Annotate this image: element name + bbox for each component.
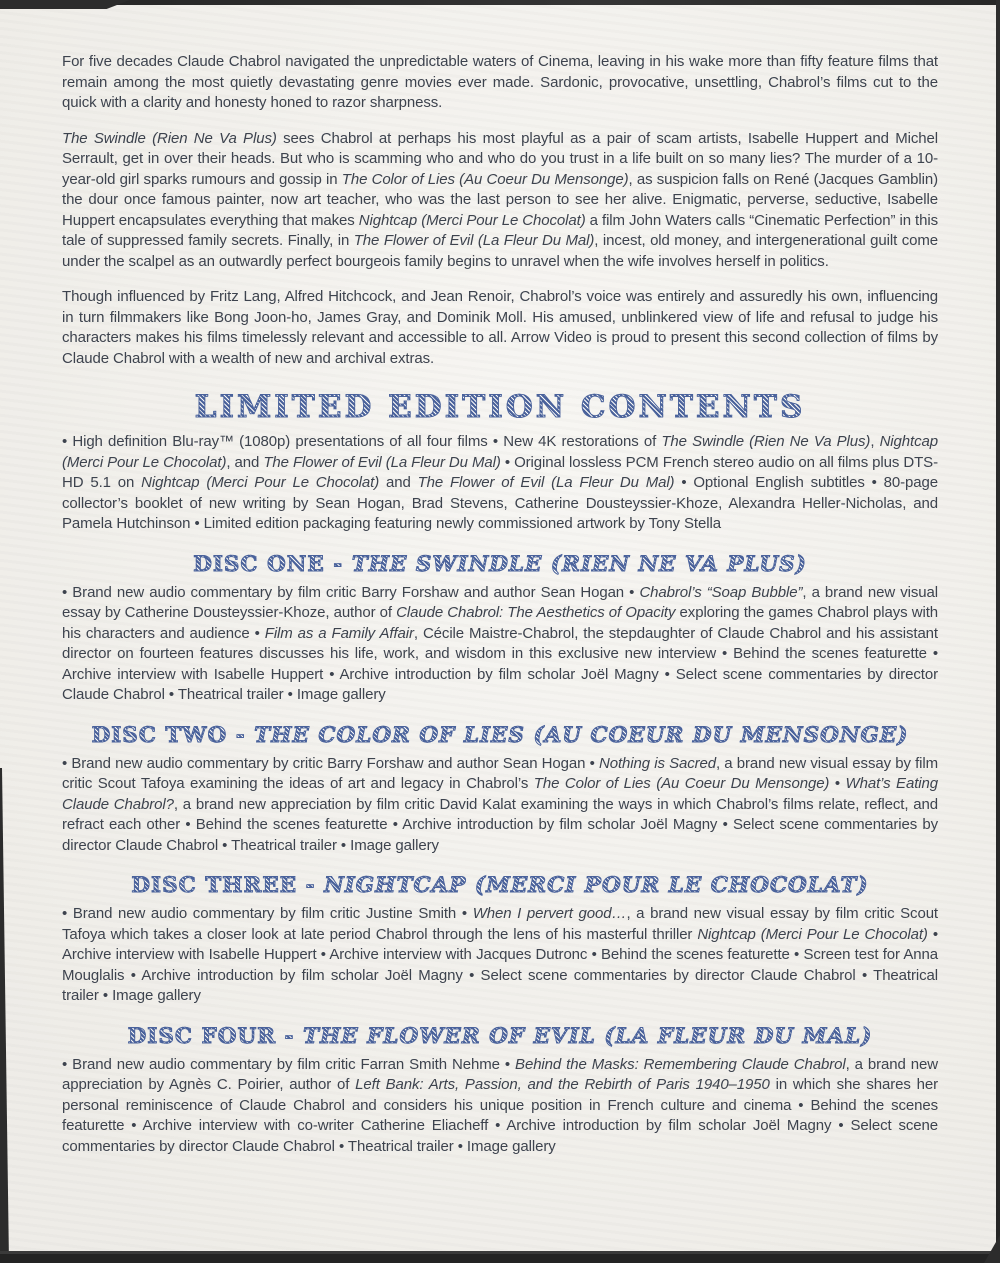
intro-paragraph-films: The Swindle (Rien Ne Va Plus) sees Chabrol at perhaps his most playful as a pair of scam artists, Isabelle Huppert and Michel Serrault, get in over their heads. But who is scamming who and who do you trust in a life built on so many lies? The murder of a 10-year-old girl sparks rumours and gossip in The Color of Lies (Au Coeur Du Mensonge), as suspicion falls on René (Jacques Gamblin) the dour once famous painter, now art teacher, who was the last person to see her alive. Enigmatic, perverse, seductive, Isabelle Huppert encapsulates everything that makes Nightcap (Merci Pour Le Chocolat) a film John Waters calls “Cinematic Perfection” in this tale of suppressed family secrets. Finally, in The Flower of Evil (La Fleur Du Mal), incest, old money, and intergenerational guilt come under the scalpel as an outwardly perfect bourgeois family begins to unravel when the wife involves herself in politics. — [62, 129, 938, 270]
disc-three-heading-title: NIGHTCAP (MERCI POUR LE CHOCOLAT) — [324, 873, 869, 898]
disc-four-contents-list: • Brand new audio commentary by film critic Farran Smith Nehme • Behind the Masks: Remembering Claude Chabrol, a brand new appreciation by Agnès C. Poirier, author of Left Bank: Arts, Passion, and the Rebirth of Paris 1940–1950 in which she shares her personal reminiscence of Claude Chabrol and considers his unique position in French culture and cinema • Behind the scenes featurette • Archive interview with co-writer Catherine Eliacheff • Archive introduction by film scholar Joël Magny • Select scene commentaries by director Claude Chabrol • Theatrical trailer • Image gallery — [62, 1055, 939, 1155]
disc-one-heading-title: THE SWINDLE (RIEN NE VA PLUS) — [351, 551, 807, 577]
disc-four-heading-title: THE FLOWER OF EVIL (LA FLEUR DU MAL) — [302, 1023, 873, 1049]
disc-three-heading — [62, 873, 938, 898]
disc-three-heading-prefix: DISC THREE - — [131, 873, 325, 898]
disc-one-heading — [62, 552, 938, 577]
intro-paragraph-overview: For five decades Claude Chabrol navigated the unpredictable waters of Cinema, leaving in his wake more than fifty feature films that remain among the most quietly devastating genre movies ever made. Sardonic, provocative, unsettling, Chabrol’s films cut to the quick with a clarity and honesty honed to razor sharpness. — [62, 53, 938, 111]
scan-artifact-bottom-edge — [0, 1251, 1000, 1263]
disc-one-contents-list: • Brand new audio commentary by film critic Barry Forshaw and author Sean Hogan • Chabrol’s “Soap Bubble”, a brand new visual essay by Catherine Dousteyssier-Khoze, author of Claude Chabrol: The Aesthetics of Opacity exploring the games Chabrol plays with his characters and audience • Film as a Family Affair, Cécile Maistre-Chabrol, the stepdaughter of Claude Chabrol and his assistant director on fourteen features discusses his life, work, and wisdom in this exclusive new interview • Behind the scenes featurette • Archive interview with Isabelle Huppert • Archive introduction by film scholar Joël Magny • Select scene commentaries by director Claude Chabrol • Theatrical trailer • Image gallery — [62, 583, 939, 703]
scan-artifact-right-edge — [996, 0, 1000, 1263]
disc-two-contents-list: • Brand new audio commentary by critic Barry Forshaw and author Sean Hogan • Nothing is Sacred, a brand new visual essay by film critic Scout Tafoya examining the ideas of art and legacy in Chabrol’s The Color of Lies (Au Coeur Du Mensonge) • What’s Eating Claude Chabrol?, a brand new appreciation by film critic David Kalat examining the ways in which Chabrol’s films relate, reflect, and refract each other • Behind the scenes featurette • Archive introduction by film scholar Joël Magny • Select scene commentaries by director Claude Chabrol • Theatrical trailer • Image gallery — [62, 754, 939, 854]
disc-two-heading-title: THE COLOR OF LIES (AU COEUR DU MENSONGE) — [254, 722, 909, 748]
scan-artifact-top-edge — [0, 0, 1000, 5]
disc-three-contents-list: • Brand new audio commentary by film critic Justine Smith • When I pervert good…, a brand new visual essay by film critic Scout Tafoya which takes a closer look at late period Chabrol through the lens of his masterful thriller Nightcap (Merci Pour Le Chocolat) • Archive interview with Isabelle Huppert • Archive interview with Jacques Dutronc • Behind the scenes featurette • Screen test for Anna Mouglalis • Archive introduction by film scholar Joël Magny • Select scene commentaries by director Claude Chabrol • Theatrical trailer • Image gallery — [62, 905, 939, 1004]
disc-four-heading-prefix: DISC FOUR - — [127, 1023, 303, 1049]
limited-edition-contents-list: • High definition Blu-ray™ (1080p) presentations of all four films • New 4K restorations of The Swindle (Rien Ne Va Plus), Nightcap (Merci Pour Le Chocolat), and The Flower of Evil (La Fleur Du Mal) • Original lossless PCM French stereo audio on all films plus DTS-HD 5.1 on Nightcap (Merci Pour Le Chocolat) and The Flower of Evil (La Fleur Du Mal) • Optional English subtitles • 80-page collector’s booklet of new writing by Sean Hogan, Brad Stevens, Catherine Dousteyssier-Khoze, Alexandra Heller-Nicholas, and Pamela Hutchinson • Limited edition packaging featuring newly commissioned artwork by Tony Stella — [62, 433, 938, 532]
disc-two-heading — [62, 723, 938, 748]
disc-two-heading-prefix: DISC TWO - — [91, 722, 255, 748]
limited-edition-contents-heading: LIMITED EDITION CONTENTS — [62, 389, 938, 425]
disc-four-heading — [62, 1024, 938, 1049]
disc-one-heading-prefix: DISC ONE - — [193, 551, 352, 577]
intro-paragraph-influences: Though influenced by Fritz Lang, Alfred Hitchcock, and Jean Renoir, Chabrol’s voice was entirely and assuredly his own, influencing in turn filmmakers like Bong Joon-ho, James Gray, and Dominik Moll. His amused, unblinkered view of life and refusal to judge his characters makes his films timelessly relevant and accessible to all. Arrow Video is proud to present this second collection of films by Claude Chabrol with a wealth of new and archival extras. — [62, 288, 938, 367]
